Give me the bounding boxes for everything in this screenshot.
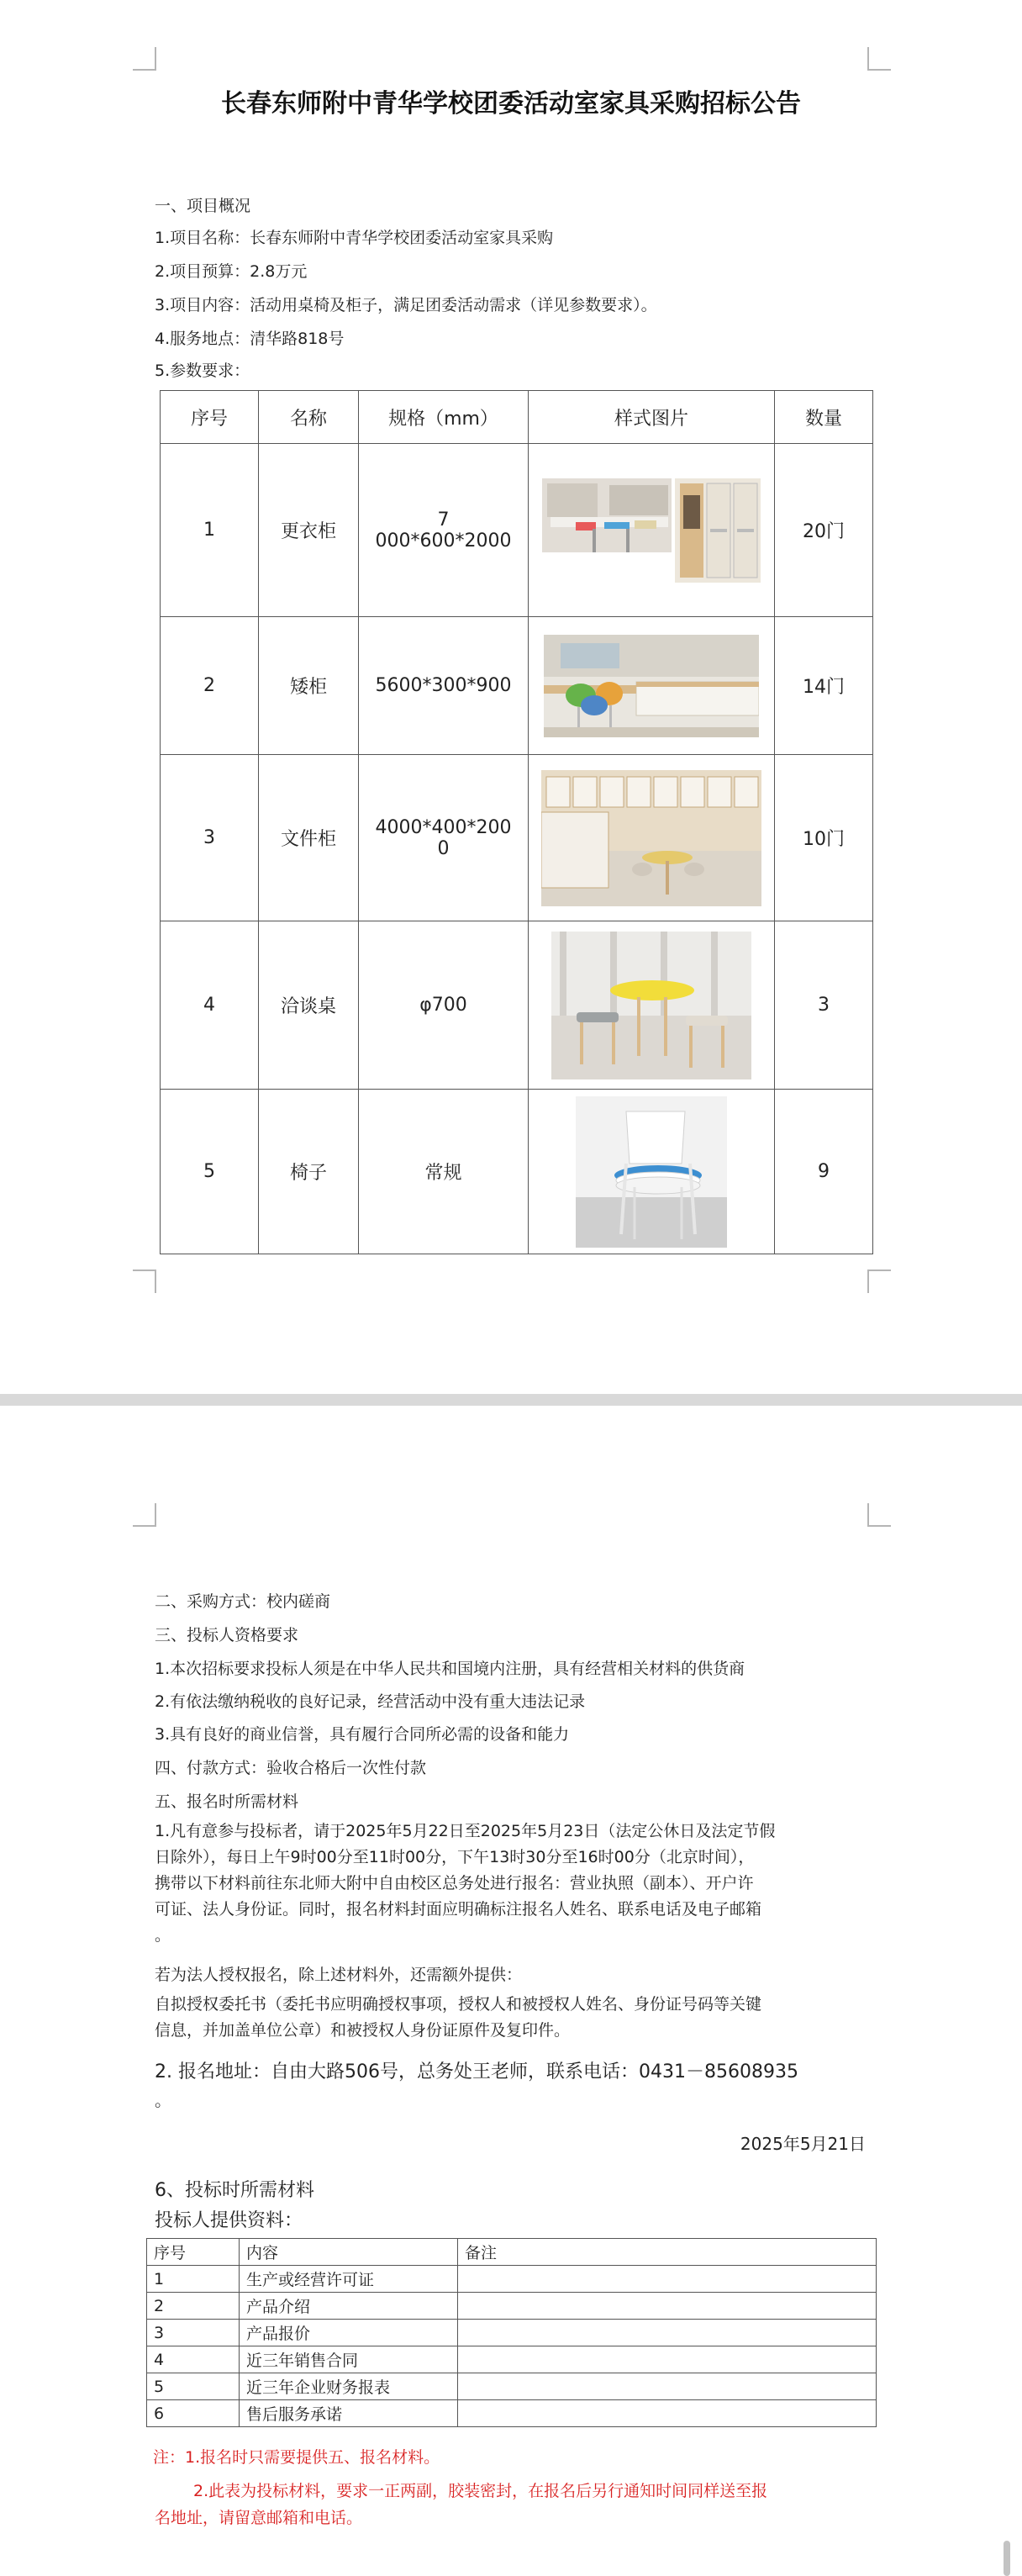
row-name: 洽谈桌 [259,921,359,1090]
header-spec: 规格（mm） [359,391,529,444]
row-no: 1 [147,2266,240,2293]
note-line-1: 注：1.报名时只需要提供五、报名材料。 [153,2448,440,2467]
row-content: 生产或经营许可证 [240,2266,458,2293]
document-title: 长春东师附中青华学校团委活动室家具采购招标公告 [221,89,801,119]
row-note [458,2293,877,2320]
table-row [161,617,873,755]
margin-mark-bottom-right [867,1270,891,1293]
low-cabinet-photo [544,635,759,737]
row-content: 售后服务承诺 [240,2400,458,2427]
file-cabinet-photo [541,770,761,906]
row-qty: 10门 [775,755,873,921]
row-image [529,444,775,617]
table-row [147,2373,877,2400]
row-no: 2 [147,2293,240,2320]
row-name: 矮柜 [259,617,359,755]
bid-materials-heading: 6、投标时所需材料 [155,2180,314,2201]
round-table-photo [551,932,751,1079]
header-no: 序号 [147,2239,240,2266]
table-row [147,2400,877,2427]
overview-line-1: 1.项目名称：长春东师附中青华学校团委活动室家具采购 [155,229,554,247]
signup-paragraph-line: 日除外），每日上午9时00分至11时00分，下午13时30分至16时00分（北京时间）， [155,1848,755,1866]
purchase-method: 二、采购方式：校内磋商 [155,1592,331,1611]
scrollbar-thumb[interactable] [1004,2541,1010,2576]
margin-mark-top-right [867,1503,891,1527]
row-spec-line-2: 000*600*2000 [375,530,512,552]
header-qty: 数量 [775,391,873,444]
spec-table [160,390,873,1254]
row-qty: 3 [775,921,873,1090]
signup-heading: 五、报名时所需材料 [155,1792,299,1811]
note-line-3: 名地址，请留意邮箱和电话。 [155,2509,363,2527]
row-name: 椅子 [259,1090,359,1254]
proxy-paragraph-line: 信息，并加盖单位公章）和被授权人身份证原件及复印件。 [155,2021,571,2040]
row-spec: φ700 [359,921,529,1090]
overview-line-4: 4.服务地点：清华路818号 [155,330,345,348]
row-no: 3 [161,755,259,921]
row-image [529,921,775,1090]
header-name: 名称 [259,391,359,444]
overview-line-3: 3.项目内容：活动用桌椅及柜子，满足团委活动需求（详见参数要求）。 [155,296,657,314]
overview-heading: 一、项目概况 [155,197,251,215]
signup-paragraph-line: 携带以下材料前往东北师大附中自由校区总务处进行报名：营业执照（副本）、开户许 [155,1874,754,1892]
bid-materials-table [146,2238,877,2427]
proxy-paragraph [155,1992,869,2044]
row-note [458,2266,877,2293]
notice-date: 2025年5月21日 [740,2134,866,2154]
table-row [147,2266,877,2293]
table-row [147,2293,877,2320]
table-row [147,2320,877,2346]
signup-address-tail: 。 [155,2090,171,2110]
margin-mark-top-left [133,1503,156,1527]
signup-address: 2. 报名地址：自由大路506号，总务处王老师，联系电话：0431－85608935 [155,2061,798,2082]
signup-paragraph [155,1819,869,1949]
header-note: 备注 [458,2239,877,2266]
row-image [529,1090,775,1254]
overview-line-5: 5.参数要求： [155,362,250,380]
row-spec: 常规 [359,1090,529,1254]
qualification-1: 1.本次招标要求投标人须是在中华人民共和国境内注册，具有经营相关材料的供货商 [155,1660,745,1678]
row-image [529,617,775,755]
header-image: 样式图片 [529,391,775,444]
row-spec [359,444,529,617]
row-note [458,2400,877,2427]
spec-table-header [161,391,873,444]
row-spec [359,755,529,921]
note-line-2: 2.此表为投标材料，要求一正两副，胶装密封，在报名后另行通知时间同样送至报 [193,2482,768,2500]
header-content: 内容 [240,2239,458,2266]
row-spec-line-2: 0 [437,837,450,859]
margin-mark-top-left [133,47,156,71]
signup-paragraph-line: 1.凡有意参与投标者，请于2025年5月22日至2025年5月23日（法定公休日及法定节假 [155,1822,776,1840]
table-row [161,755,873,921]
row-qty: 20门 [775,444,873,617]
table-row [161,921,873,1090]
margin-mark-bottom-left [133,1270,156,1293]
row-no: 5 [161,1090,259,1254]
row-qty: 14门 [775,617,873,755]
row-name: 更衣柜 [259,444,359,617]
qualification-2: 2.有依法缴纳税收的良好记录，经营活动中没有重大违法记录 [155,1692,586,1711]
row-note [458,2373,877,2400]
row-note [458,2320,877,2346]
page-separator [0,1394,1022,1406]
row-spec-line-1: 7 [437,509,450,531]
row-spec: 5600*300*900 [359,617,529,755]
row-spec-line-1: 4000*400*200 [375,816,512,838]
row-no: 1 [161,444,259,617]
row-no: 3 [147,2320,240,2346]
header-no: 序号 [161,391,259,444]
proxy-paragraph-line: 自拟授权委托书（委托书应明确授权事项，授权人和被授权人姓名、身份证号码等关键 [155,1995,762,2014]
signup-paragraph-line: 。 [155,1926,171,1945]
margin-mark-top-right [867,47,891,71]
overview-line-2: 2.项目预算：2.8万元 [155,262,308,281]
bid-table-header [147,2239,877,2266]
row-content: 产品报价 [240,2320,458,2346]
row-note [458,2346,877,2373]
table-row [161,1090,873,1254]
qualification-3: 3.具有良好的商业信誉，具有履行合同所必需的设备和能力 [155,1725,570,1744]
payment-method: 四、付款方式：验收合格后一次性付款 [155,1759,427,1777]
proxy-intro: 若为法人授权报名，除上述材料外，还需额外提供： [155,1966,523,1984]
bid-materials-subheading: 投标人提供资料： [155,2210,303,2231]
row-content: 产品介绍 [240,2293,458,2320]
row-no: 4 [161,921,259,1090]
row-no: 5 [147,2373,240,2400]
row-image [529,755,775,921]
row-content: 近三年企业财务报表 [240,2373,458,2400]
table-row [161,444,873,617]
qualification-heading: 三、投标人资格要求 [155,1626,299,1644]
signup-paragraph-line: 可证、法人身份证。同时，报名材料封面应明确标注报名人姓名、联系电话及电子邮箱 [155,1900,762,1919]
lockers-photo [542,478,761,583]
row-qty: 9 [775,1090,873,1254]
row-no: 2 [161,617,259,755]
table-row [147,2346,877,2373]
row-content: 近三年销售合同 [240,2346,458,2373]
row-no: 6 [147,2400,240,2427]
row-name: 文件柜 [259,755,359,921]
row-no: 4 [147,2346,240,2373]
chair-photo [576,1096,727,1248]
